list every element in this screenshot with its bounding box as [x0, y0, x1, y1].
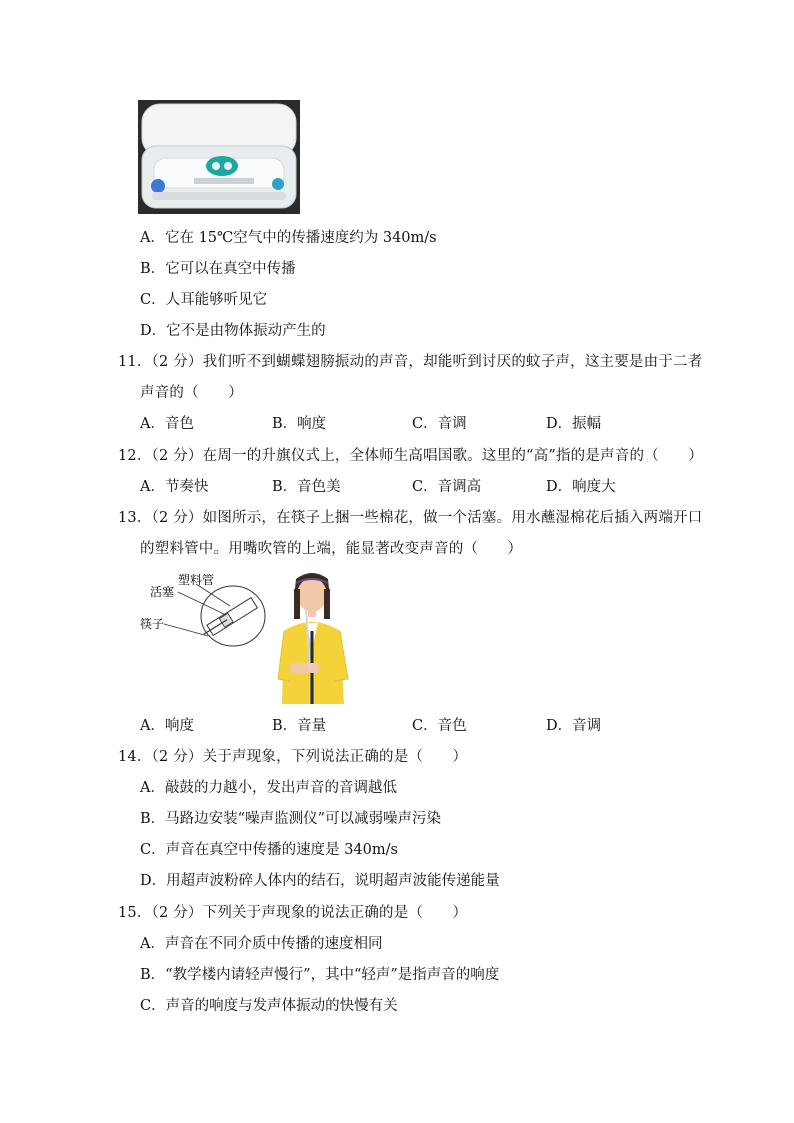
q14-option-d: D．用超声波粉碎人体内的结石，说明超声波能传递能量	[140, 873, 500, 889]
q15-option-a: A．声音在不同介质中传播的速度相同	[140, 936, 383, 952]
q11-option-a: A．音色	[140, 416, 194, 432]
q12-option-c: C．音调高	[412, 479, 482, 495]
q13-option-d: D．音调	[546, 718, 602, 734]
q12-option-b: B．音色美	[272, 479, 341, 495]
q15-stem: 15．（2 分）下列关于声现象的说法正确的是（ ）	[118, 905, 468, 921]
q11-stem-line2: 声音的（ ）	[140, 385, 243, 401]
q11-stem-line1: 11．（2 分）我们听不到蝴蝶翅膀振动的声音，却能听到讨厌的蚊子声，这主要是由于二者	[118, 354, 703, 370]
q13-option-a: A．响度	[140, 718, 194, 734]
q13-option-c: C．音色	[412, 718, 467, 734]
q12-option-a: A．节奏快	[140, 479, 209, 495]
q11-option-d: D．振幅	[546, 416, 602, 432]
toothbrush-case-photo	[138, 100, 300, 214]
q13-option-b: B．音量	[272, 718, 327, 734]
q14-stem: 14．（2 分）关于声现象，下列说法正确的是（ ）	[118, 749, 468, 765]
q12-stem: 12．（2 分）在周一的升旗仪式上，全体师生高唱国歌。这里的“高”指的是声音的（ ）	[118, 448, 703, 464]
q13-stem-line1: 13．（2 分）如图所示，在筷子上捆一些棉花，做一个活塞。用水蘸湿棉花后插入两端开口	[118, 510, 703, 526]
q14-option-b: B．马路边安装“噪声监测仪”可以减弱噪声污染	[140, 811, 441, 827]
q13-stem-line2: 的塑料管中。用嘴吹管的上端，能显著改变声音的（ ）	[140, 541, 523, 557]
girl-blowing-straw-photo	[270, 569, 354, 704]
q12-option-d: D．响度大	[546, 479, 616, 495]
piston-straw-diagram	[138, 570, 268, 650]
q10-option-b: B．它可以在真空中传播	[140, 261, 296, 277]
q11-option-b: B．响度	[272, 416, 327, 432]
q10-option-a: A．它在 15℃空气中的传播速度约为 340m/s	[140, 230, 437, 246]
label-plastic-tube: 塑料管	[178, 573, 215, 587]
label-piston: 活塞	[150, 585, 175, 599]
q14-option-a: A．敲鼓的力越小，发出声音的音调越低	[140, 780, 397, 796]
q10-option-d: D．它不是由物体振动产生的	[140, 323, 326, 339]
q10-option-c: C．人耳能够听见它	[140, 292, 268, 308]
q11-option-c: C．音调	[412, 416, 467, 432]
q14-option-c: C．声音在真空中传播的速度是 340m/s	[140, 842, 398, 858]
label-chopstick: 筷子	[140, 617, 165, 631]
q15-option-b: B．“教学楼内请轻声慢行”，其中“轻声”是指声音的响度	[140, 967, 500, 983]
q15-option-c: C．声音的响度与发声体振动的快慢有关	[140, 998, 398, 1014]
